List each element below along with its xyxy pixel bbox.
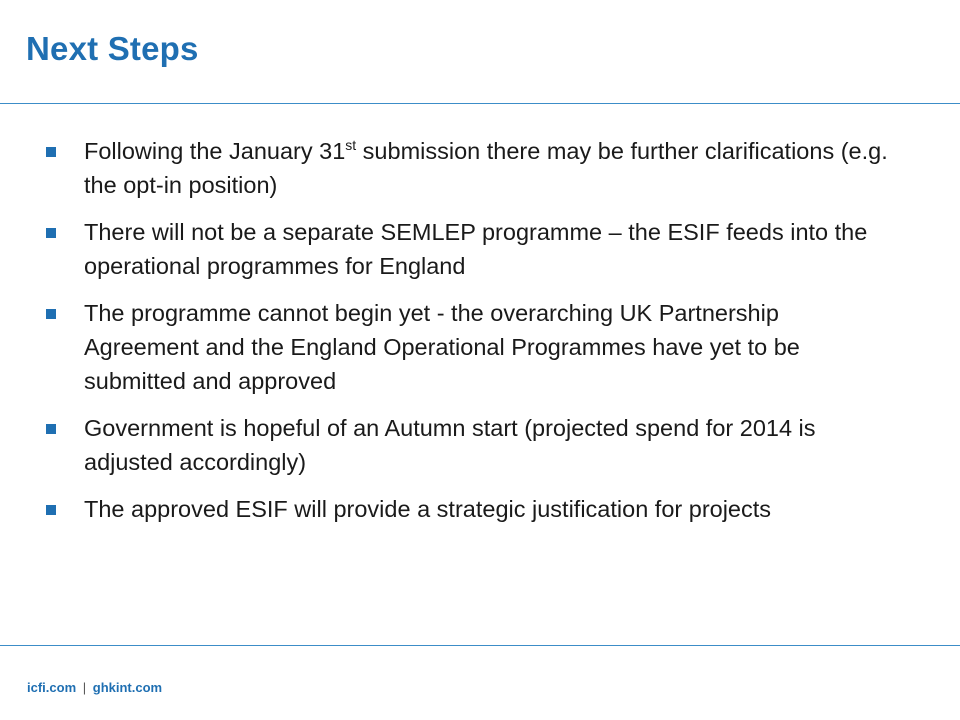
page-title: Next Steps (26, 30, 199, 67)
square-bullet-icon (46, 505, 56, 515)
header-divider (0, 103, 960, 104)
bullet-text-2: There will not be a separate SEMLEP programme – the ESIF feeds into the operational programmes for England (84, 219, 868, 279)
bullet-list (44, 134, 894, 539)
footer-link-icfi[interactable]: icfi.com (27, 680, 77, 695)
bullet-item-2 (44, 215, 894, 283)
square-bullet-icon (46, 147, 56, 157)
bullet-text-5: The approved ESIF will provide a strategic justification for projects (84, 496, 772, 522)
bullet-item-5 (44, 492, 894, 526)
square-bullet-icon (46, 424, 56, 434)
footer-divider (0, 645, 960, 646)
bullet-text-3: The programme cannot begin yet - the overarching UK Partnership Agreement and the England Operational Programmes have yet to be submitted and approved (84, 300, 800, 394)
bullet-item-1 (44, 134, 894, 202)
square-bullet-icon (46, 309, 56, 319)
bullet-text-1-part2: submission there may be further clarifications (e.g. the opt-in position) (84, 138, 888, 198)
bullet-item-3 (44, 296, 894, 398)
footer (27, 680, 162, 695)
square-bullet-icon (46, 228, 56, 238)
bullet-text-1-superscript: st (345, 137, 357, 154)
footer-link-ghkint[interactable]: ghkint.com (92, 680, 163, 695)
bullet-item-4 (44, 411, 894, 479)
bullet-text-4: Government is hopeful of an Autumn start (projected spend for 2014 is adjusted accordingly) (84, 415, 816, 475)
footer-separator: | (82, 680, 87, 695)
bullet-text-1-part1: Following the January 31 (84, 138, 346, 164)
